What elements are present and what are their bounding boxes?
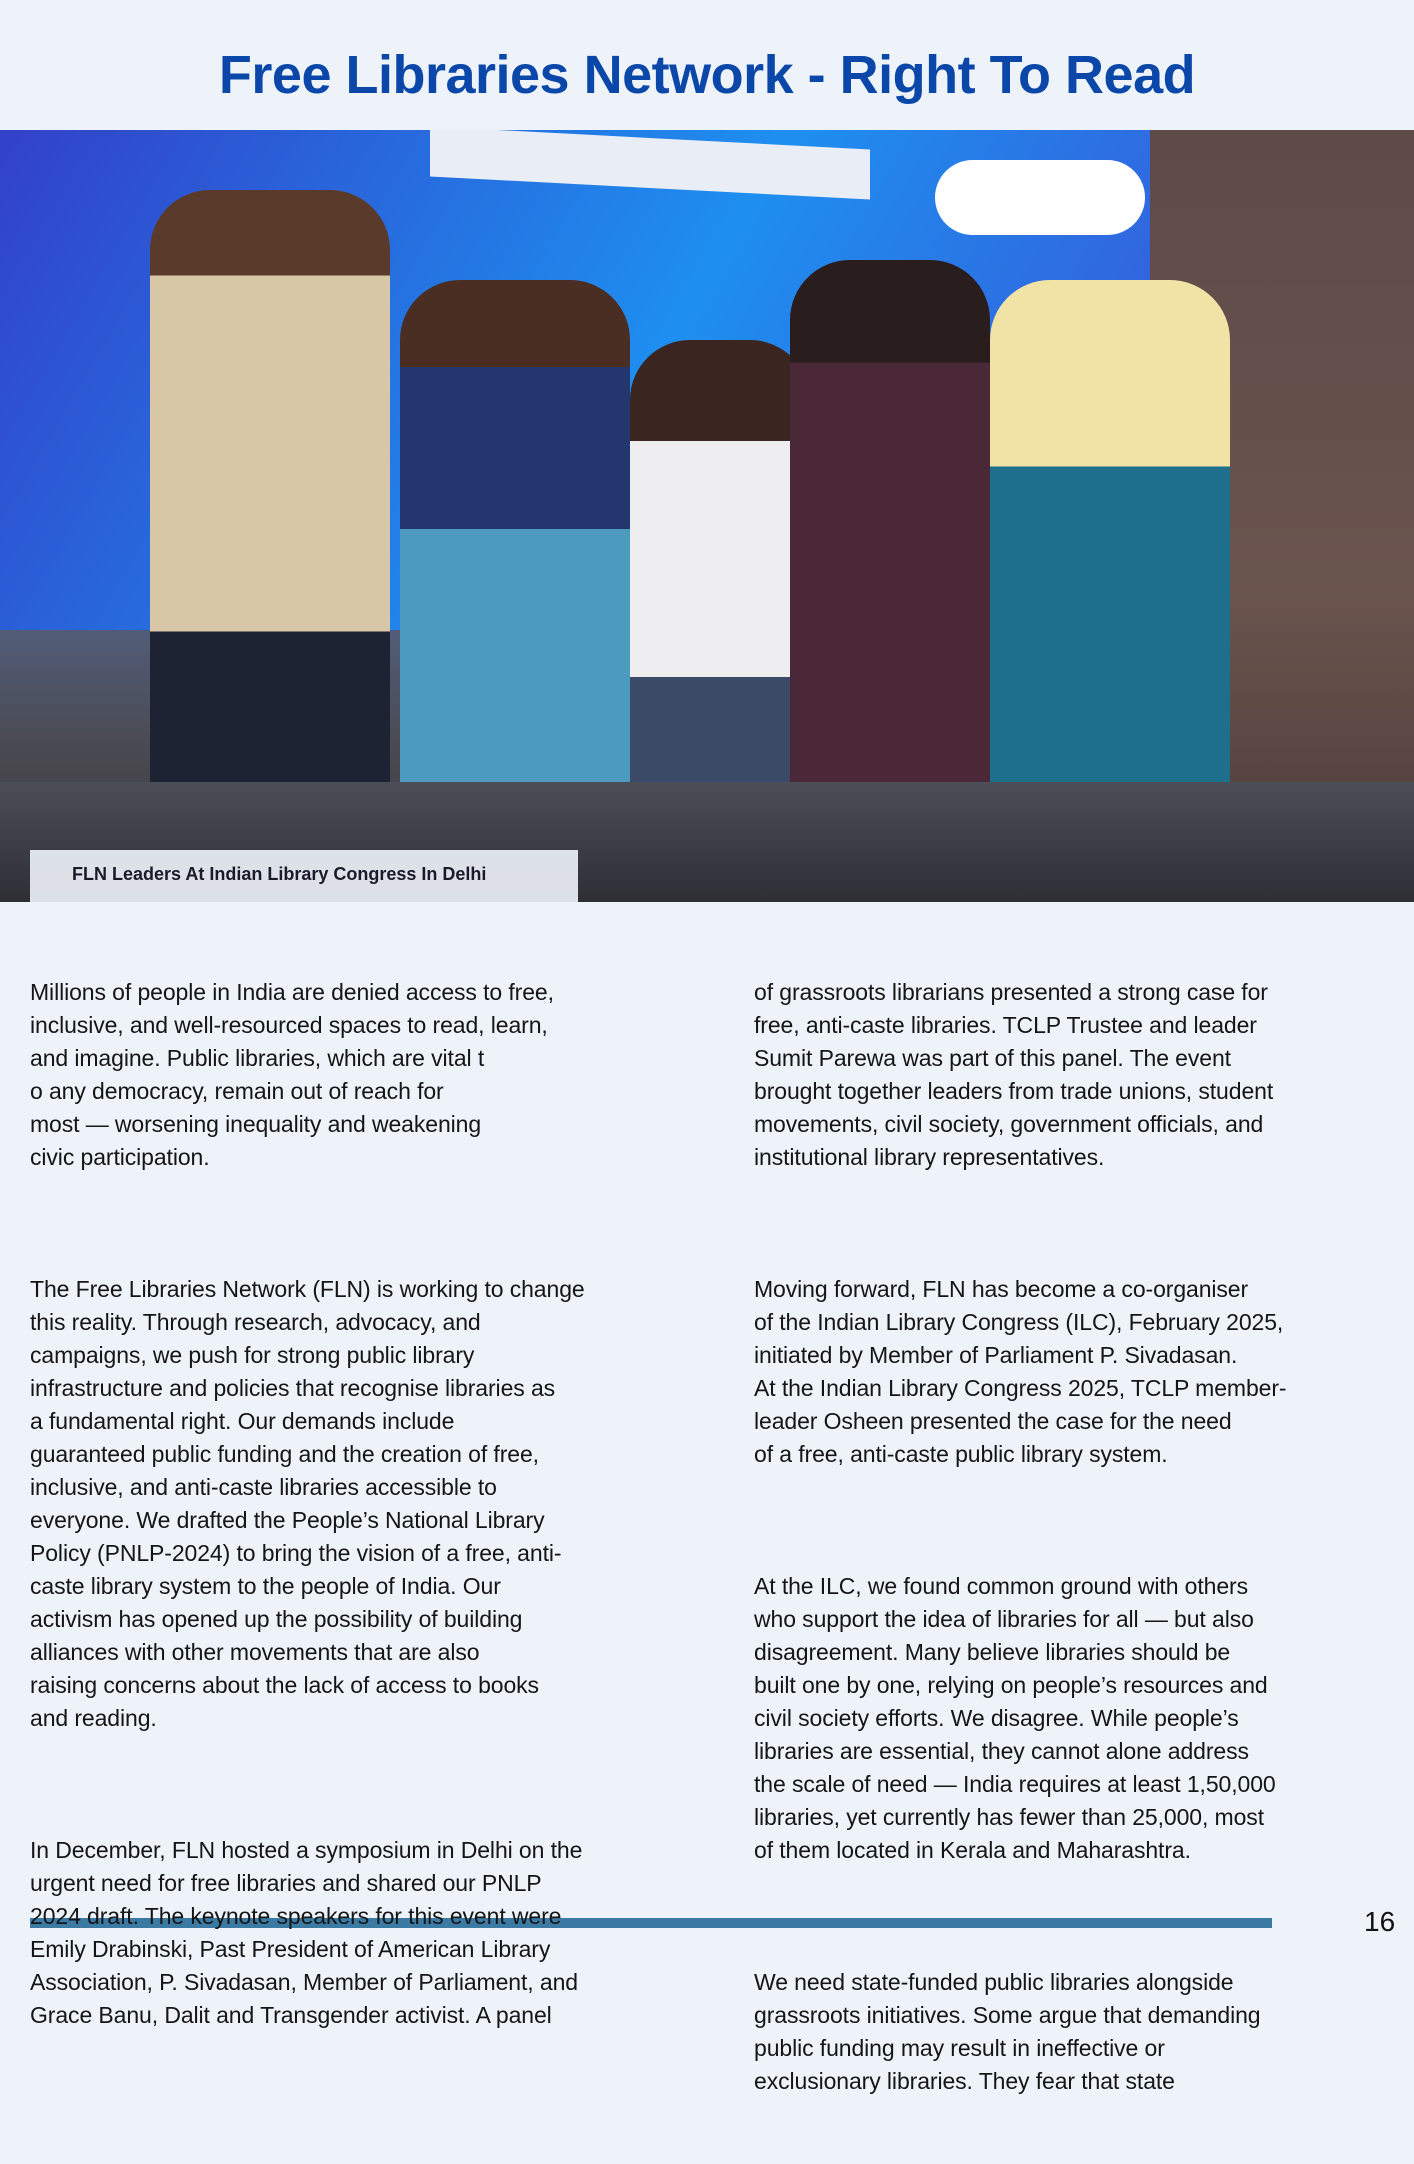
paragraph: At the ILC, we found common ground with others who support the idea of libraries for all — but also disagreement. Many believe libraries should be built one by one, relying on people’s resources and civil society efforts. We disagree. While people’s libraries are essential, they cannot alone address the scale of need — India requires at least 1,50,000 libraries, yet currently has fewer than 25,000, most of them located in Kerala and Maharashtra. (754, 1573, 1276, 1863)
event-photo (0, 130, 1414, 902)
paragraph: In December, FLN hosted a symposium in Delhi on the urgent need for free libraries and shared our PNLP 2024 draft. The keynote speakers for this event were Emily Drabinski, Past President of American Library Association, P. Sivadasan, Member of Parliament, and Grace Banu, Dalit and Transgender activist. A panel (30, 1837, 583, 2028)
paragraph: We need state-funded public libraries alongside grassroots initiatives. Some argue that demanding public funding may result in ineffective or exclusionary libraries. They fear that state (754, 1969, 1261, 2094)
congress-logo (935, 160, 1145, 235)
page-number: 16 (1364, 1906, 1396, 1937)
paragraph: Moving forward, FLN has become a co-organiser of the Indian Library Congress (ILC), February 2025, initiated by Member of Parliament P. Sivadasan. At the Indian Library Congress 2025, TCLP member- leader Osheen presented the case for the need of a free, anti-caste public library system. (754, 1276, 1287, 1467)
photo-caption-box (30, 850, 578, 902)
paragraph: Millions of people in India are denied access to free, inclusive, and well-resourced spaces to read, learn, and imagine. Public libraries, which are vital t o any democracy, remain out of reach for most — worsening inequality and weakening civic participation. (30, 979, 554, 1170)
right-column (754, 910, 1394, 2164)
left-column (30, 910, 730, 2098)
page-title: Free Libraries Network - Right To Read (218, 45, 1196, 105)
paragraph: The Free Libraries Network (FLN) is working to change this reality. Through research, advocacy, and campaigns, we push for strong public library infrastructure and policies that recognise libraries as a fundamental right. Our demands include guaranteed public funding and the creation of free, inclusive, and anti-caste libraries accessible to everyone. We drafted the People’s National Library Policy (PNLP-2024) to bring the vision of a free, anti- caste library system to the people of India. Our activism has opened up the possibility of building alliances with other movements that are also raising concerns about the lack of access to books and reading. (30, 1276, 585, 1731)
photo-caption: FLN Leaders At Indian Library Congress In Delhi (72, 864, 487, 884)
paragraph: of grassroots librarians presented a strong case for free, anti-caste libraries. TCLP Trustee and leader Sumit Parewa was part of this panel. The event brought together leaders from trade unions, student movements, civil society, government officials, and institutional library representatives. (754, 979, 1274, 1170)
